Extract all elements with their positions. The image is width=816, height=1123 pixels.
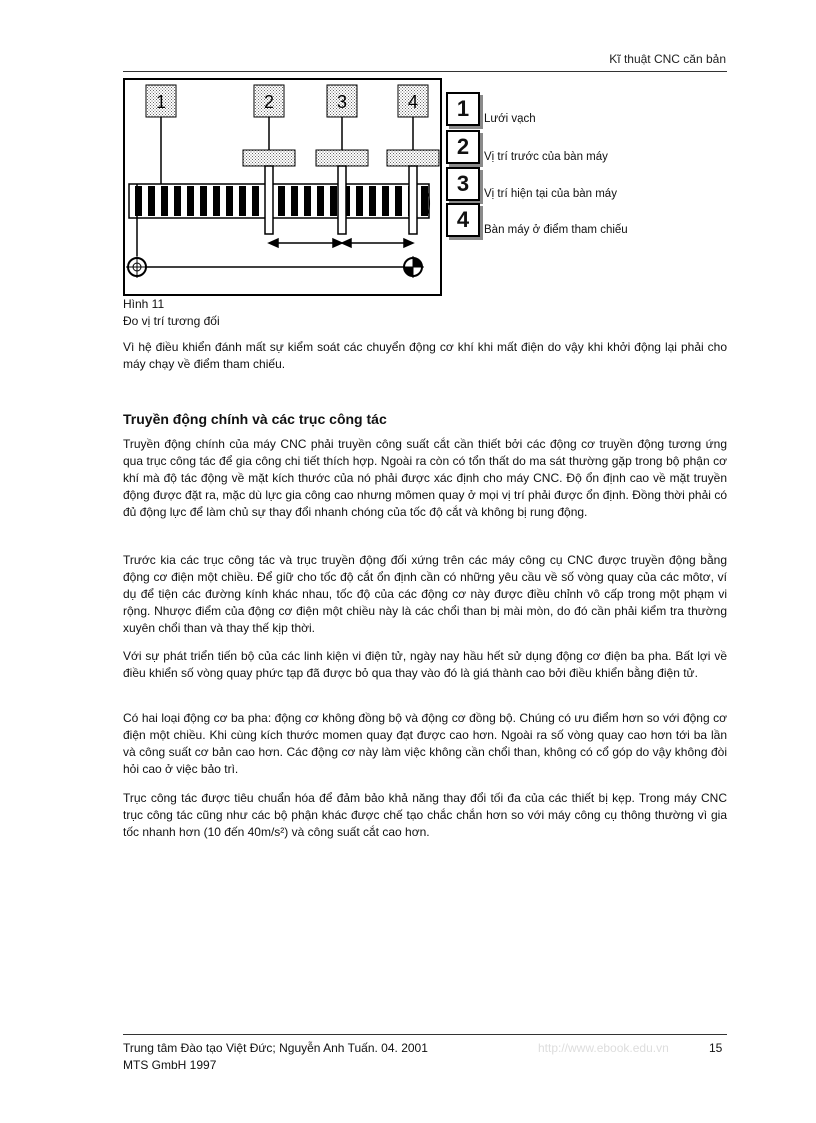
table-previous-post <box>265 166 273 234</box>
body-paragraph: Với sự phát triển tiến bộ của các linh kiện vi điện tử, ngày nay hầu hết sử dụng động cơ điện ba pha. Bất lợi về điều khiển số vòng quay phức tạp đã được bỏ qua thay vào đó là giá thành cao bởi điều khiển bằng điện tử. <box>123 649 727 680</box>
grating-line <box>187 186 194 216</box>
grating-line <box>356 186 363 216</box>
legend-item <box>446 203 746 239</box>
scale-grating <box>129 184 430 218</box>
footer-watermark-url: http://www.ebook.edu.vn <box>538 1041 669 1055</box>
grating-line <box>382 186 389 216</box>
header-rule <box>123 71 727 72</box>
figure-caption-title: Đo vị trí tương đối <box>123 314 220 328</box>
body-paragraph: Có hai loại động cơ ba pha: động cơ không đồng bộ và động cơ đồng bộ. Chúng có ưu điểm hơn so với động cơ điện một chiều. Khi cùng kích thước momen quay đạt được cao hơn. Ngoài ra số vòng quay cao hơn tới ba lần và công suất cơ bản cao hơn. Các động cơ này làm việc không cần chổi than, không có cổ góp do vậy không đòi hỏi cao ở việc bảo trì. <box>123 711 727 776</box>
legend-text: Bàn máy ở điểm tham chiếu <box>484 224 628 236</box>
legend-item <box>446 92 746 128</box>
grating-line <box>161 186 168 216</box>
legend-item <box>446 130 746 166</box>
table-current-position <box>316 150 368 166</box>
running-header: Kĩ thuật CNC căn bản <box>609 52 726 66</box>
page-number: 15 <box>709 1041 723 1055</box>
marker-4-label: 4 <box>407 92 419 112</box>
table-previous-position <box>243 150 295 166</box>
grating-line <box>174 186 181 216</box>
grating-line <box>369 186 376 216</box>
footer-rule <box>123 1034 727 1035</box>
grating-line <box>213 186 220 216</box>
legend-number: 2 <box>446 130 480 164</box>
grating-line <box>252 186 259 216</box>
grating-line <box>239 186 246 216</box>
body-paragraph: Truyền động chính của máy CNC phải truyền công suất cắt cần thiết bởi các động cơ truyền động tương ứng qua trục công tác để gia công chi tiết thích hợp. Ngoài ra còn có tổn thất do ma sát thường gặp trong bộ phận cơ khí mà độ tác động về mặt kích thước của nó phải được xác định cho máy CNC. Độ ổn định cao về mặt truyền động được đặt ra, mặc dù lực gia công cao nhưng mômen quay ở mọi vị trí phải được ổn định. Đồng thời phải có đủ động lực để làm chủ sự thay đổi nhanh chóng của tốc độ cắt và không bị rung động. <box>123 437 727 519</box>
footer-copyright: MTS GmbH 1997 <box>123 1058 217 1072</box>
grating-line <box>330 186 337 216</box>
grating-line <box>304 186 311 216</box>
table-reference-position <box>387 150 439 166</box>
grating-line <box>148 186 155 216</box>
marker-1-label: 1 <box>155 92 167 112</box>
body-paragraph: Trước kia các trục công tác và trục truyền động đối xứng trên các máy công cụ CNC được truyền động bằng động cơ điện một chiều. Để giữ cho tốc độ cắt ổn định cần có những yêu cầu về số vòng quay của các môtơ, ví dụ để tiện các đường kính khác nhau, tốc độ của các động cơ này được điều chỉnh vô cấp trong một phạm vi rộng. Nhược điểm của động cơ điện một chiều này là các chổi than bị mài mòn, do đó cần phải kiểm tra thường xuyên chổi than và thay thế kịp thời. <box>123 553 727 635</box>
figure-caption-label: Hình 11 <box>123 297 165 311</box>
grating-line <box>317 186 324 216</box>
legend-number: 1 <box>446 92 480 126</box>
grating-line <box>291 186 298 216</box>
legend-item <box>446 167 746 203</box>
marker-2-label: 2 <box>263 92 275 112</box>
footer-credit: Trung tâm Đào tạo Việt Đức; Nguyễn Anh Tuấn. 04. 2001 <box>123 1041 428 1055</box>
legend-number: 4 <box>446 203 480 237</box>
intro-paragraph: Vì hệ điều khiển đánh mất sự kiểm soát các chuyển động cơ khí khi mất điện do vậy khi khởi động lại phải cho máy chạy về điểm tham chiếu. <box>123 340 727 371</box>
legend-text: Vị trí trước của bàn máy <box>484 151 608 163</box>
table-current-post <box>338 166 346 234</box>
body-paragraph: Trục công tác được tiêu chuẩn hóa để đảm bảo khả năng thay đổi tối đa của các thiết bị kẹp. Trong máy CNC trục công tác cũng như các bộ phận khác được chế tạo chắc chắn hơn so với máy công cụ thông thường vì gia tốc nhanh hơn (10 đến 40m/s²) và công suất cắt cao hơn. <box>123 791 727 839</box>
legend-text: Lưới vạch <box>484 113 536 125</box>
grating-line <box>278 186 285 216</box>
legend-number: 3 <box>446 167 480 201</box>
legend-text: Vị trí hiện tại của bàn máy <box>484 188 617 200</box>
relative-measurement-diagram <box>123 78 443 296</box>
grating-line <box>226 186 233 216</box>
section-heading: Truyền động chính và các trục công tác <box>123 411 387 427</box>
marker-3-label: 3 <box>336 92 348 112</box>
grating-line <box>135 186 142 216</box>
grating-line <box>200 186 207 216</box>
table-reference-post <box>409 166 417 234</box>
grating-line <box>395 186 402 216</box>
